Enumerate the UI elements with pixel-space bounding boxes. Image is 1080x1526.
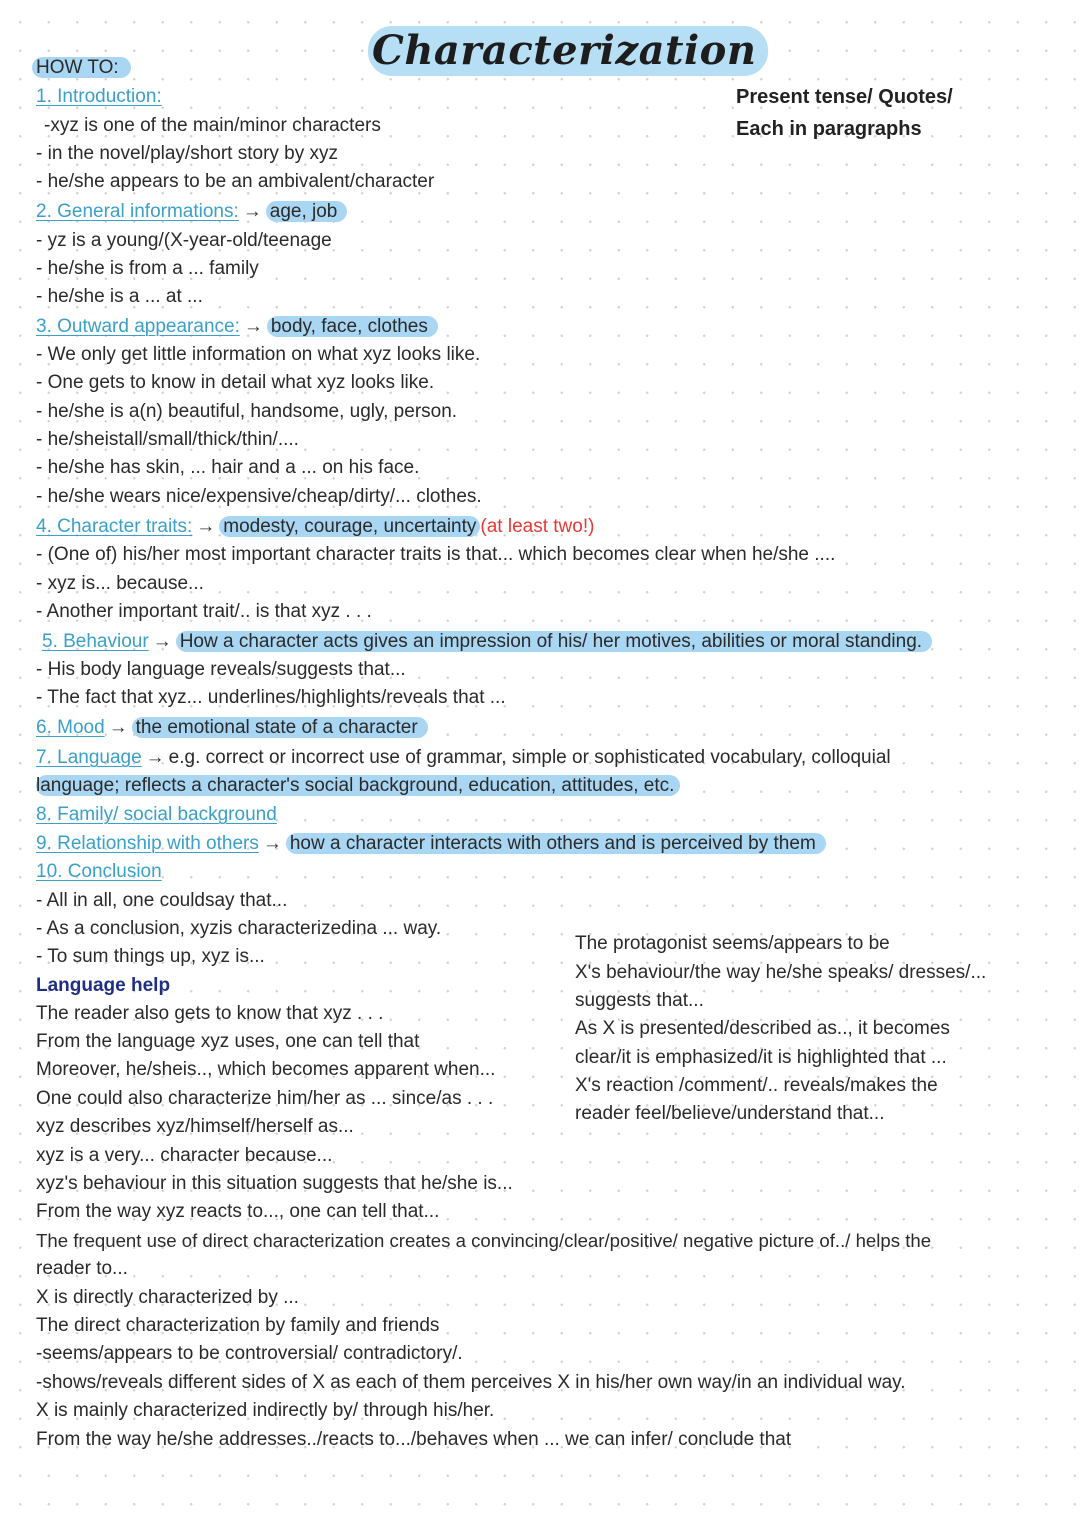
phrase-line: reader to... <box>36 1258 128 1279</box>
list-item: - in the novel/play/short story by xyz <box>36 143 339 164</box>
list-item: - We only get little information on what xyz looks like. <box>36 344 481 365</box>
phrase-line: clear/it is emphasized/it is highlighted that ... <box>575 1047 947 1068</box>
note-paragraphs: Each in paragraphs <box>736 118 922 140</box>
phrase-line: X is directly characterized by ... <box>36 1287 299 1308</box>
phrase-line: X's reaction /comment/.. reveals/makes the <box>575 1075 938 1096</box>
list-item: - he/sheistall/small/thick/thin/.... <box>36 429 299 450</box>
list-item: - All in all, one couldsay that... <box>36 890 288 911</box>
phrase-line: xyz is a very... character because... <box>36 1145 333 1166</box>
note-tense: Present tense/ Quotes/ <box>736 86 953 108</box>
phrase-line: The direct characterization by family and friends <box>36 1315 440 1336</box>
phrase-line: The protagonist seems/appears to be <box>575 933 890 954</box>
list-item: - xyz is... because... <box>36 573 204 594</box>
phrase-line: One could also characterize him/her as ... since/as . . . <box>36 1088 494 1109</box>
arrow-icon: → <box>196 516 216 537</box>
heading-conclusion: 10. Conclusion <box>36 861 162 882</box>
list-item: - he/she wears nice/expensive/cheap/dirty/... clothes. <box>36 486 482 507</box>
list-item: - (One of) his/her most important character traits is that... which becomes clear when he/she .... <box>36 544 836 565</box>
phrase-line: As X is presented/described as.., it becomes <box>575 1018 950 1039</box>
list-item: - he/she is a ... at ... <box>36 286 203 307</box>
phrase-line: Moreover, he/sheis.., which becomes apparent when... <box>36 1059 496 1080</box>
language-help-heading: Language help <box>36 975 171 996</box>
list-item: - he/she has skin, ... hair and a ... on his face. <box>36 457 420 478</box>
phrase-line: xyz describes xyz/himself/herself as... <box>36 1116 354 1137</box>
arrow-icon: → <box>243 316 263 337</box>
phrase-line: From the way he/she addresses../reacts to.../behaves when ... we can infer/ conclude that <box>36 1429 792 1450</box>
list-item: - Another important trait/.. is that xyz . . . <box>36 601 372 622</box>
heading-family-background: 8. Family/ social background <box>36 804 277 825</box>
phrase-line: suggests that... <box>575 990 704 1011</box>
heading-introduction: 1. Introduction: <box>36 86 162 107</box>
heading-general-informations: 2. General informations: → age, job <box>36 200 347 224</box>
list-item: - One gets to know in detail what xyz looks like. <box>36 372 435 393</box>
heading-character-traits: 4. Character traits: → modesty, courage, uncertainty (at least two!) <box>36 516 595 537</box>
phrase-line: The reader also gets to know that xyz . . . <box>36 1003 384 1024</box>
arrow-icon: → <box>242 201 262 222</box>
list-item: - To sum things up, xyz is... <box>36 946 265 967</box>
phrase-line: X is mainly characterized indirectly by/ through his/her. <box>36 1400 495 1421</box>
phrase-line: -seems/appears to be controversial/ contradictory/. <box>36 1343 463 1364</box>
list-item: - he/she appears to be an ambivalent/character <box>36 171 435 192</box>
phrase-line: xyz's behaviour in this situation suggests that he/she is... <box>36 1173 513 1194</box>
heading-relationship: 9. Relationship with others → how a character interacts with others and is perceived by them <box>36 832 826 856</box>
arrow-icon: → <box>108 717 128 738</box>
arrow-icon: → <box>262 833 282 854</box>
phrase-line: From the language xyz uses, one can tell that <box>36 1031 420 1052</box>
list-item: - As a conclusion, xyzis characterizedina ... way. <box>36 918 442 939</box>
list-item: - yz is a young/(X-year-old/teenage <box>36 230 332 251</box>
phrase-line: -shows/reveals different sides of X as each of them perceives X in his/her own way/in an individual way. <box>36 1372 906 1393</box>
list-item: - he/she is from a ... family <box>36 258 259 279</box>
list-item: - His body language reveals/suggests that... <box>36 659 406 680</box>
list-item: -xyz is one of the main/minor characters <box>44 115 381 136</box>
heading-language: 7. Language → e.g. correct or incorrect use of grammar, simple or sophisticated vocabulary, colloquial <box>36 747 891 768</box>
how-to-label: HOW TO: <box>32 56 131 80</box>
heading-outward-appearance: 3. Outward appearance: → body, face, clothes <box>36 315 438 339</box>
list-item: - The fact that xyz... underlines/highlights/reveals that ... <box>36 687 506 708</box>
heading-behaviour: 5. Behaviour → How a character acts gives an impression of his/ her motives, abilities or moral standing. <box>42 630 932 654</box>
list-item: - he/she is a(n) beautiful, handsome, ugly, person. <box>36 401 458 422</box>
phrase-line: X's behaviour/the way he/she speaks/ dresses/... <box>575 962 987 983</box>
page-title: Characterization <box>368 26 768 76</box>
arrow-icon: → <box>152 631 172 652</box>
heading-mood: 6. Mood → the emotional state of a character <box>36 716 428 740</box>
phrase-line: reader feel/believe/understand that... <box>575 1103 885 1124</box>
arrow-icon: → <box>145 747 165 768</box>
phrase-line: The frequent use of direct characterization creates a convincing/clear/positive/ negative picture of../ helps the <box>36 1230 932 1251</box>
language-description: language; reflects a character's social background, education, attitudes, etc. <box>36 774 680 798</box>
phrase-line: From the way xyz reacts to..., one can tell that... <box>36 1201 440 1222</box>
